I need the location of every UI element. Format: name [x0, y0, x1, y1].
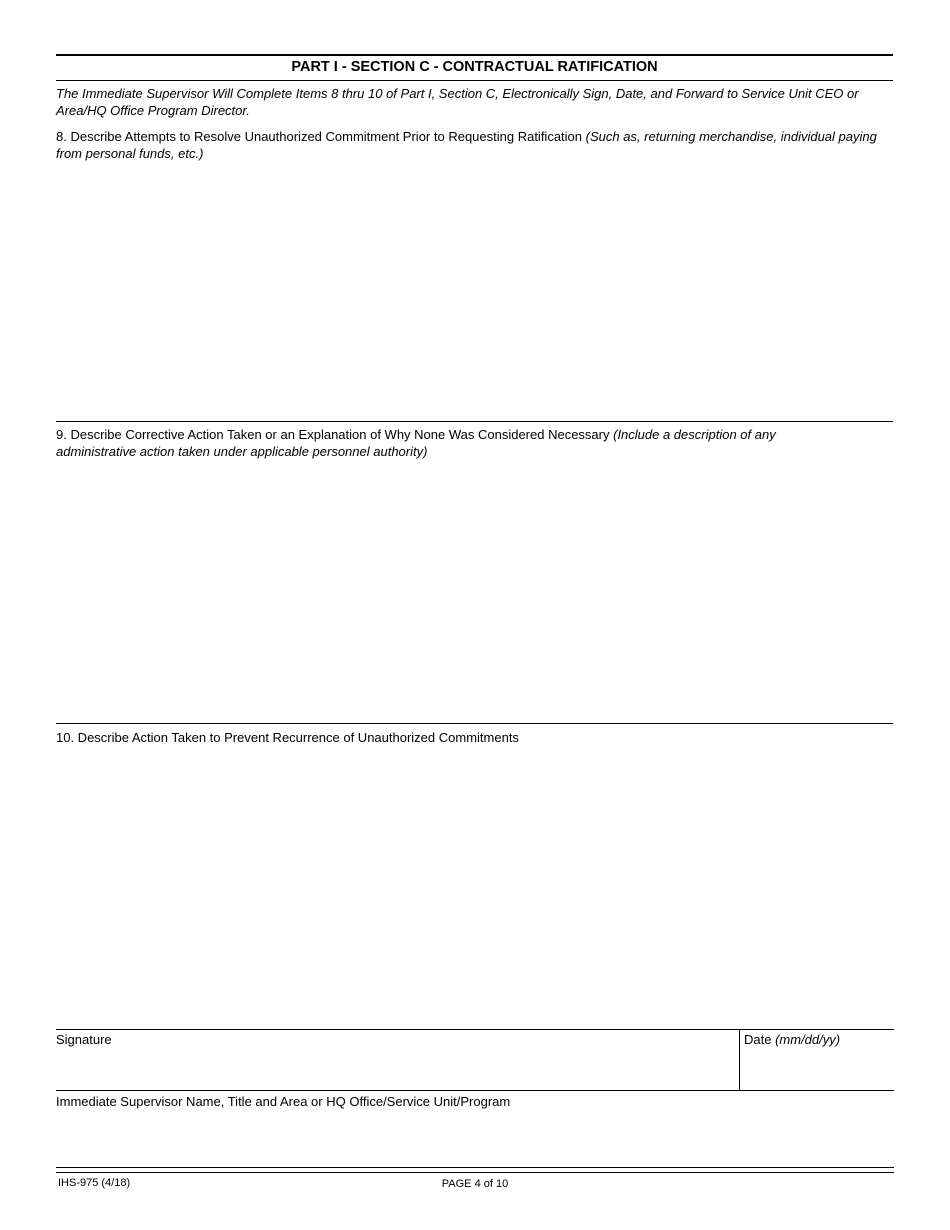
signature-label: Signature — [56, 1032, 112, 1047]
page-number: PAGE 4 of 10 — [441, 1178, 509, 1190]
signature-row-bottom-rule — [56, 1090, 894, 1091]
item9-hint: (Include a description of any administrative action taken under applicable personnel authority) — [56, 427, 776, 459]
top-rule-thick — [56, 54, 893, 56]
signature-field[interactable] — [56, 1050, 736, 1088]
item8-prompt — [56, 128, 901, 162]
item8-hint: (Such as, returning merchandise, individual paying from personal funds, etc.) — [56, 129, 877, 161]
item8-label: 8. Describe Attempts to Resolve Unauthorized Commitment Prior to Requesting Ratification — [56, 129, 586, 144]
date-label: Date — [744, 1032, 776, 1047]
item8-text-area[interactable] — [56, 166, 893, 416]
date-field[interactable] — [744, 1050, 892, 1088]
footer-rule-top — [56, 1167, 894, 1168]
footer-rule-bottom — [56, 1172, 894, 1173]
date-hint: (mm/dd/yy) — [775, 1032, 841, 1047]
item10-label: 10. Describe Action Taken to Prevent Recurrence of Unauthorized Commitments — [56, 730, 519, 745]
section-instructions: The Immediate Supervisor Will Complete Items 8 thru 10 of Part I, Section C, Electronically Sign, Date, and Forward to Service Unit CEO or Area/HQ Office Program Director. — [56, 86, 859, 118]
title-underline — [56, 80, 893, 81]
section-title: PART I - SECTION C - CONTRACTUAL RATIFICATION — [291, 59, 658, 75]
item9-prompt — [56, 426, 856, 460]
item8-bottom-rule — [56, 421, 893, 422]
item10-text-area[interactable] — [56, 750, 893, 1022]
date-prompt — [744, 1031, 840, 1048]
item10-bottom-rule — [56, 1029, 894, 1030]
signature-date-divider — [739, 1029, 740, 1091]
item9-text-area[interactable] — [56, 464, 893, 718]
supervisor-field[interactable] — [56, 1112, 893, 1162]
form-id: IHS-975 (4/18) — [58, 1177, 131, 1189]
supervisor-label: Immediate Supervisor Name, Title and Area or HQ Office/Service Unit/Program — [56, 1094, 511, 1109]
item9-label: 9. Describe Corrective Action Taken or an Explanation of Why None Was Considered Necessary — [56, 427, 614, 442]
item9-bottom-rule — [56, 723, 893, 724]
